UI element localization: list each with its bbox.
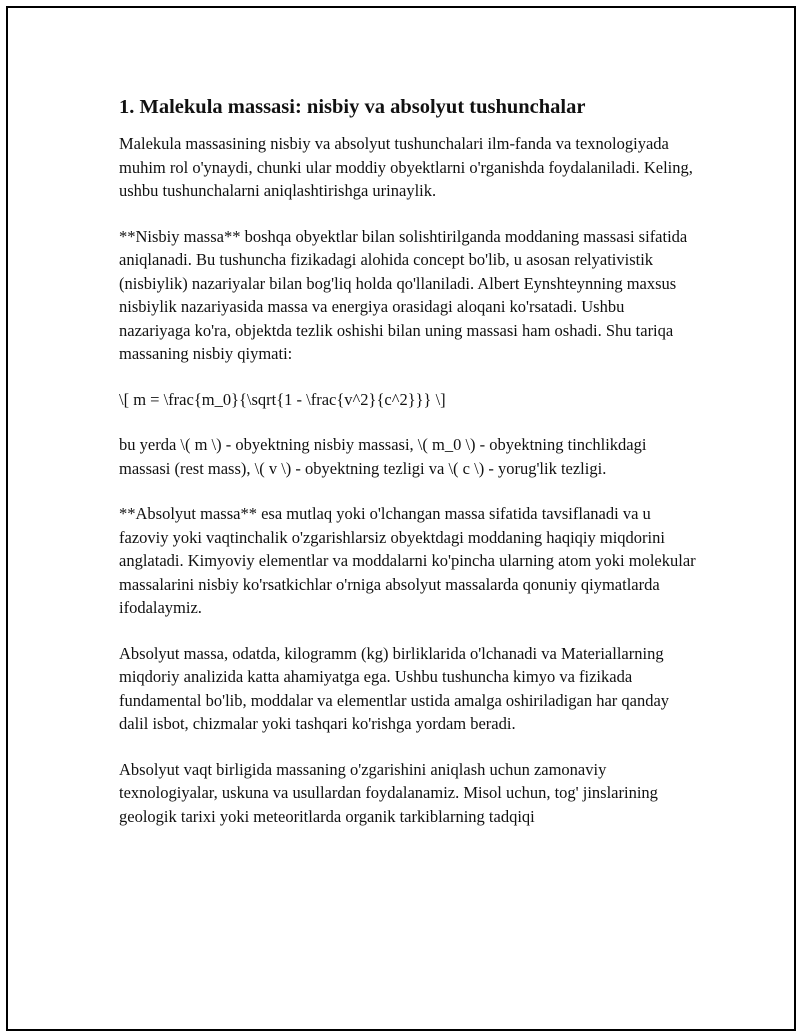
paragraph-formula-explanation: bu yerda \( m \) - obyektning nisbiy massasi, \( m_0 \) - obyektning tinchlikdagi massasi (rest mass), \( v \) - obyektning tezligi va \( c \) - yorug'lik tezligi. — [119, 435, 647, 478]
document-title: 1. Malekula massasi: nisbiy va absolyut tushunchalar — [119, 96, 586, 118]
page-frame — [6, 6, 796, 1031]
paragraph-absolute-time: Absolyut vaqt birligida massaning o'zgarishini aniqlash uchun zamonaviy texnologiyalar, uskuna va usullardan foydalanamiz. Misol uchun, tog' jinslarining geologik tarixi yoki meteoritlarda organik tarkiblarning tadqiqi — [119, 759, 658, 826]
paragraph-absolute-mass-units: Absolyut massa, odatda, kilogramm (kg) birliklarida o'lchanadi va Materiallarning miqdoriy analizida katta ahamiyatga ega. Ushbu tushuncha kimyo va fizikada fundamental bo'lib, moddalar va elementlar ustida amalga oshiriladigan har qanday dalil isbot, chizmalar yoki tashqari ko'rishga yordam beradi. — [119, 643, 670, 733]
paragraph-absolute-mass: **Absolyut massa** esa mutlaq yoki o'lchangan massa sifatida tavsiflanadi va u fazoviy yoki vaqtinchalik o'zgarishlarsiz obyektdagi moddaning haqiqiy miqdorini anglatadi. Kimyoviy elementlar va moddalarni ko'pincha ularning atom yoki molekular massalarini nisbiy ko'rsatkichlar o'rniga absolyut massalarda qonuniy qiymatlarda ifodalaymiz. — [119, 504, 696, 617]
paragraph-relative-mass: **Nisbiy massa** boshqa obyektlar bilan solishtirilganda moddaning massasi sifatida aniqlanadi. Bu tushuncha fizikadagi alohida concept bo'lib, u asosan relyativistik (nisbiylik) nazariyalar bilan bog'liq holda qo'llaniladi. Albert Eynshteynning maxsus nisbiylik nazariyasida massa va energiya orasidagi aloqani ko'rsatadi. Ushbu nazariyaga ko'ra, objektda tezlik oshishi bilan uning massasi ham oshadi. Shu tariqa massaning nisbiy qiymati: — [119, 226, 688, 363]
paragraph-intro: Malekula massasining nisbiy va absolyut tushunchalari ilm-fanda va texnologiyada muhim rol o'ynaydi, chunki ular moddiy obyektlarni o'rganishda foydalaniladi. Keling, ushbu tushunchalarni aniqlashtirishga urinaylik. — [119, 134, 693, 200]
document-body — [119, 94, 699, 850]
formula-relative-mass: \[ m = \frac{m_0}{\sqrt{1 - \frac{v^2}{c^2}}} \] — [119, 389, 446, 409]
